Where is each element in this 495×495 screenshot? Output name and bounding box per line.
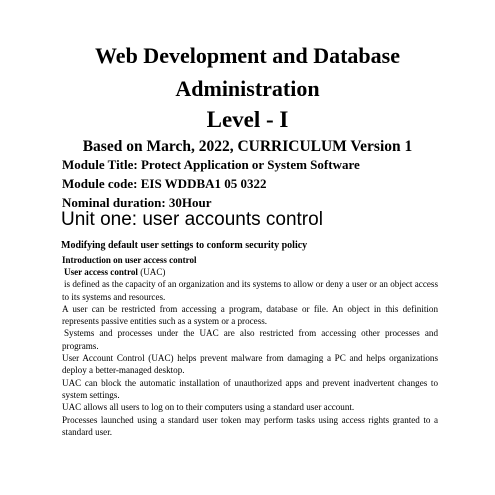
module-code: Module code: EIS WDDBA1 05 0322 [62, 176, 267, 191]
uac-term-line [62, 266, 438, 278]
paragraph-6: UAC allows all users to log on to their computers using a standard user account. [62, 402, 355, 413]
paragraph-5: UAC can block the automatic installation of unauthorized apps and prevent inadvertent changes to system settings. [62, 377, 438, 400]
paragraph-1: is defined as the capacity of an organization and its systems to allow or deny a user or an object access to its systems and resources. [62, 279, 438, 302]
paragraph-4: User Account Control (UAC) helps prevent malware from damaging a PC and helps organizations deploy a better-managed desktop. [62, 353, 438, 376]
nominal-duration: Nominal duration: 30Hour [62, 195, 212, 210]
paragraph-7: Processes launched using a standard user token may perform tasks using access rights granted to a standard user. [62, 414, 438, 437]
subsection-heading: Introduction on user access control [62, 255, 197, 265]
document-title-line-1: Web Development and Database [95, 43, 400, 68]
uac-term: User access control [64, 267, 138, 277]
paragraph-3: Systems and processes under the UAC are also restricted from accessing other processes and programs. [62, 328, 438, 351]
unit-heading: Unit one: user accounts control [61, 209, 323, 230]
curriculum-version: Based on March, 2022, CURRICULUM Version 1 [82, 138, 413, 155]
module-title: Module Title: Protect Application or System Software [62, 157, 360, 172]
body-text [62, 266, 438, 438]
section-heading: Modifying default user settings to conform security policy [61, 240, 308, 251]
paragraph-2: A user can be restricted from accessing a program, database or file. An object in this definition represents passive entities such as a system or a process. [62, 303, 438, 327]
document-level: Level - I [206, 107, 289, 132]
document-title-line-2: Administration [175, 76, 320, 101]
uac-abbrev: (UAC) [137, 267, 166, 277]
